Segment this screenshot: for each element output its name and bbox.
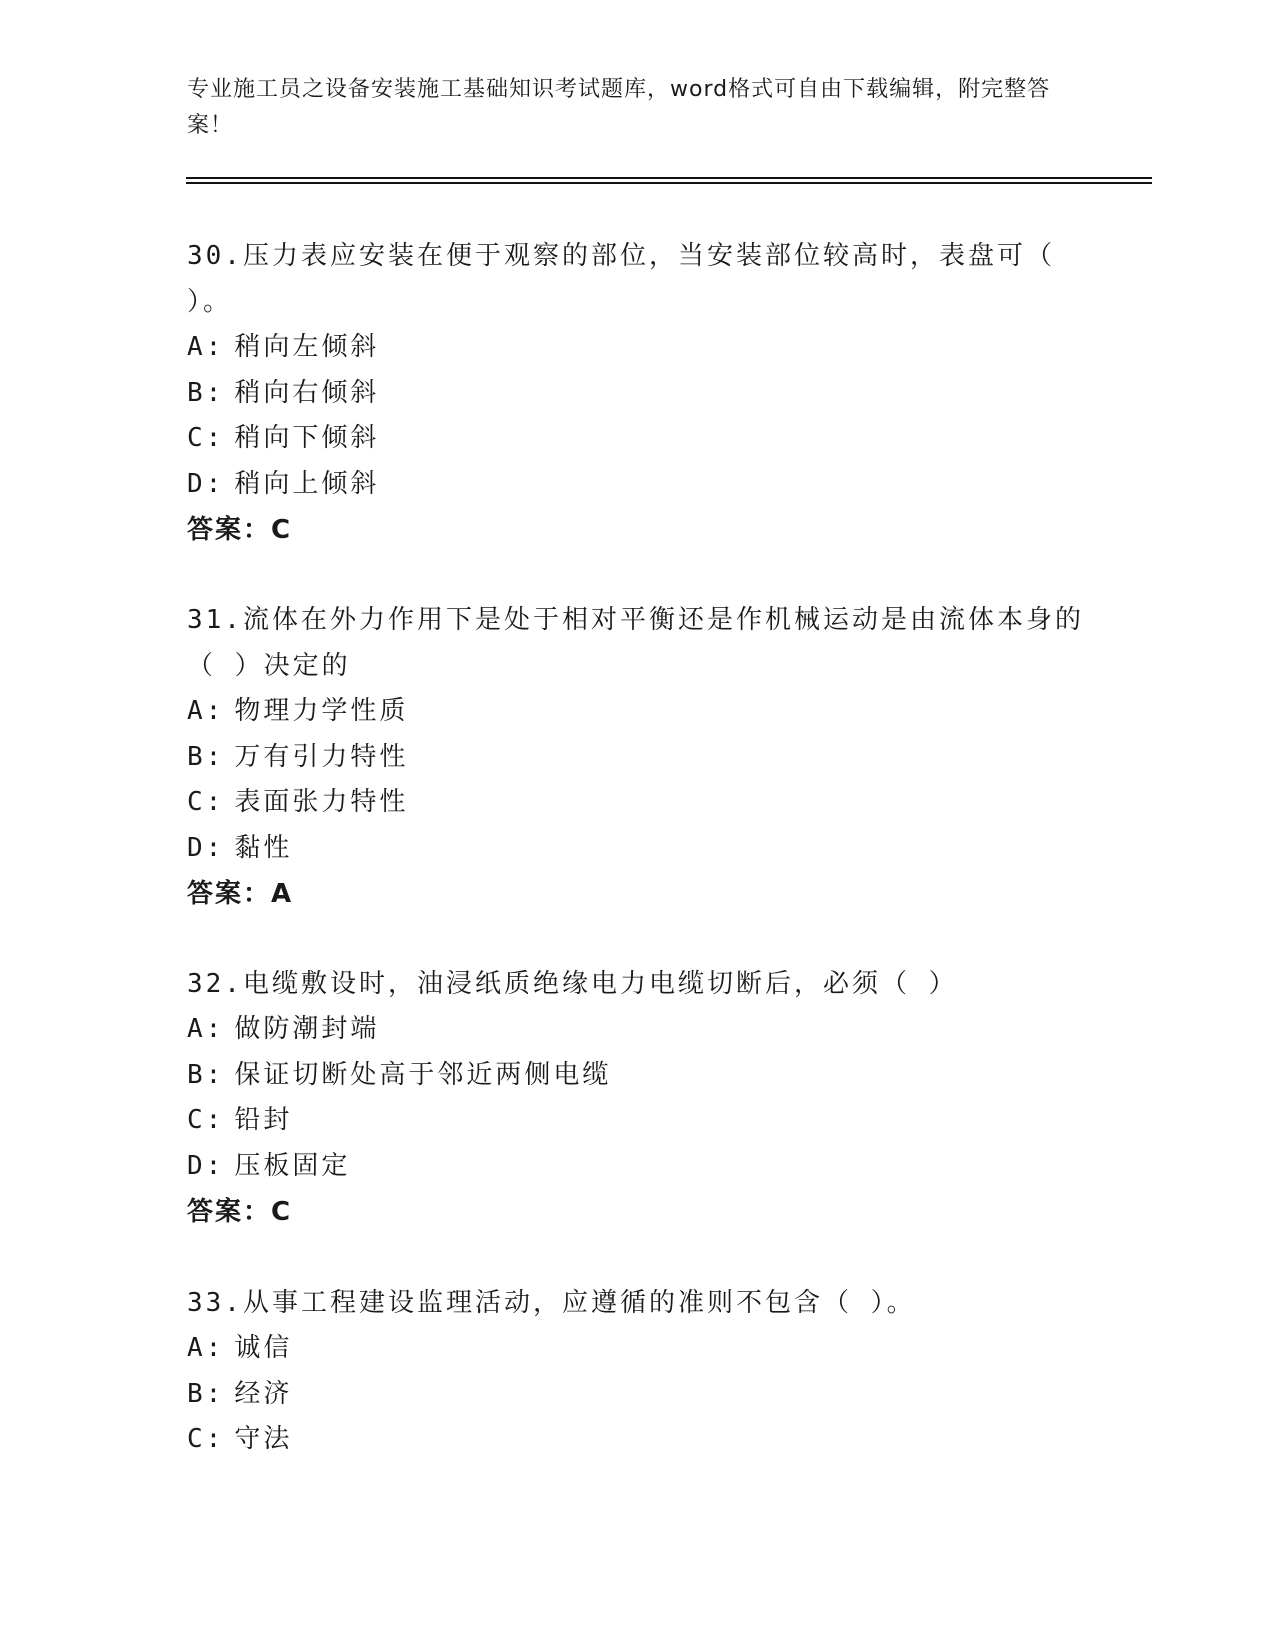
option-a (187, 689, 1087, 735)
option-text: 万有引力特性 (234, 741, 409, 772)
option-letter: C: (187, 1424, 225, 1454)
option-c (187, 780, 1087, 826)
question-stem: 31.流体在外力作用下是处于相对平衡还是作机械运动是由流体本身的（ ）决定的 (187, 605, 1084, 681)
answer-line: 答案：C (187, 515, 293, 545)
option-letter: C: (187, 423, 225, 453)
question-stem: 30.压力表应安装在便于观察的部位，当安装部位较高时，表盘可（ ）。 (187, 241, 1055, 317)
question-stem: 33.从事工程建设监理活动，应遵循的准则不包含（ ）。 (187, 1288, 916, 1318)
option-letter: A: (187, 696, 225, 726)
question-32 (187, 961, 1087, 1235)
option-text: 保证切断处高于邻近两侧电缆 (234, 1059, 612, 1090)
option-letter: A: (187, 1014, 225, 1044)
question-30 (187, 233, 1087, 553)
option-letter: C: (187, 787, 225, 817)
option-letter: B: (187, 741, 225, 772)
answer-line: 答案：A (187, 879, 294, 909)
option-c (187, 1098, 1087, 1144)
option-a (187, 1326, 1087, 1372)
option-letter: B: (187, 1378, 225, 1409)
option-letter: B: (187, 1059, 225, 1090)
option-text: 稍向右倾斜 (234, 377, 380, 408)
option-text: 稍向下倾斜 (234, 423, 380, 453)
header-divider-bottom (186, 182, 1152, 184)
option-b (187, 1053, 1087, 1099)
option-letter: A: (187, 1333, 225, 1363)
answer-line: 答案：C (187, 1197, 293, 1227)
question-stem: 32.电缆敷设时，油浸纸质绝缘电力电缆切断后，必须（ ） (187, 969, 958, 999)
option-b (187, 735, 1087, 781)
option-b (187, 371, 1087, 417)
option-letter: B: (187, 377, 225, 408)
option-d (187, 462, 1087, 508)
option-text: 表面张力特性 (234, 787, 409, 817)
option-text: 做防潮封端 (234, 1014, 380, 1044)
option-d (187, 1144, 1087, 1190)
option-d (187, 826, 1087, 872)
document-intro: 专业施工员之设备安装施工基础知识考试题库，word格式可自由下载编辑，附完整答案！ (187, 77, 1051, 138)
option-b (187, 1372, 1087, 1418)
option-a (187, 325, 1087, 371)
question-33 (187, 1280, 1087, 1463)
header-divider-top (186, 177, 1152, 179)
option-text: 黏性 (234, 832, 293, 863)
option-text: 压板固定 (234, 1150, 351, 1181)
option-c (187, 1417, 1087, 1463)
option-text: 物理力学性质 (234, 696, 409, 726)
option-a (187, 1007, 1087, 1053)
option-text: 守法 (234, 1424, 293, 1454)
option-text: 诚信 (234, 1333, 293, 1363)
option-text: 稍向上倾斜 (234, 468, 380, 499)
option-text: 稍向左倾斜 (234, 332, 380, 362)
option-text: 经济 (234, 1378, 293, 1409)
option-text: 铅封 (234, 1105, 293, 1135)
option-letter: D: (187, 468, 225, 499)
option-c (187, 416, 1087, 462)
question-31 (187, 597, 1087, 917)
option-letter: A: (187, 332, 225, 362)
option-letter: D: (187, 1150, 225, 1181)
option-letter: D: (187, 832, 225, 863)
option-letter: C: (187, 1105, 225, 1135)
